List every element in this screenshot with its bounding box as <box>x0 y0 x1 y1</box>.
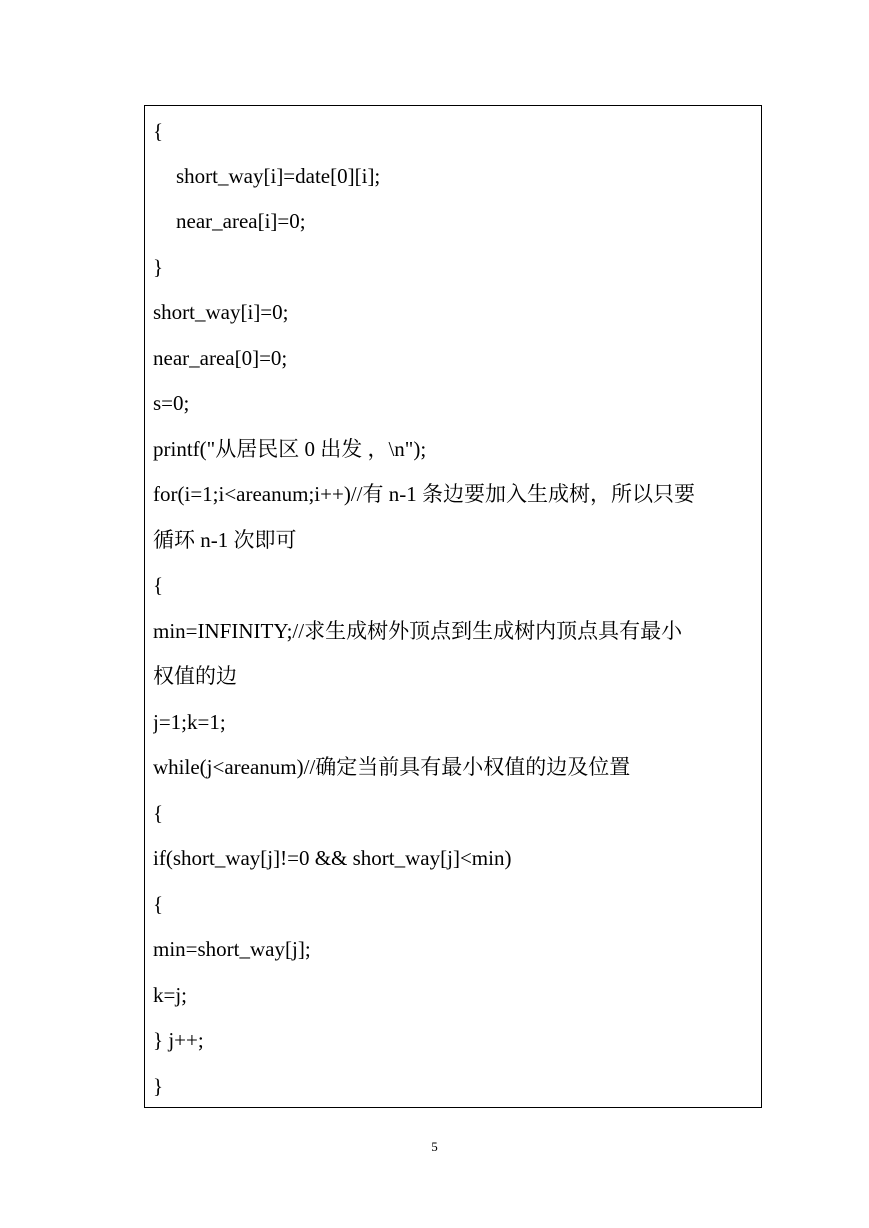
code-line: 循环 n-1 次即可 <box>153 528 297 552</box>
code-line: { <box>153 573 164 597</box>
code-line: while(j<areanum)//确定当前具有最小权值的边及位置 <box>153 755 631 779</box>
code-line: { <box>153 801 164 825</box>
code-line: printf("从居民区 0 出发 ，\n"); <box>153 437 427 461</box>
code-line: j=1;k=1; <box>153 710 226 734</box>
code-line: near_area[0]=0; <box>153 346 288 370</box>
code-line: near_area[i]=0; <box>176 209 306 233</box>
code-line: k=j; <box>153 983 188 1007</box>
code-line: short_way[i]=0; <box>153 300 289 324</box>
page-number: 5 <box>431 1139 438 1154</box>
code-line: } <box>153 255 164 279</box>
code-line: s=0; <box>153 391 190 415</box>
code-line: } <box>153 1074 164 1098</box>
code-block <box>144 105 762 1108</box>
code-line: min=short_way[j]; <box>153 937 311 961</box>
code-line: { <box>153 119 164 143</box>
code-line: if(short_way[j]!=0 && short_way[j]<min) <box>153 846 512 870</box>
code-line: } j++; <box>153 1028 204 1052</box>
code-line: short_way[i]=date[0][i]; <box>176 164 381 188</box>
code-line: 权值的边 <box>153 664 237 688</box>
code-line: { <box>153 892 164 916</box>
code-line: min=INFINITY;//求生成树外顶点到生成树内顶点具有最小 <box>153 619 683 643</box>
code-line: for(i=1;i<areanum;i++)//有 n-1 条边要加入生成树，所以只要 <box>153 482 695 506</box>
